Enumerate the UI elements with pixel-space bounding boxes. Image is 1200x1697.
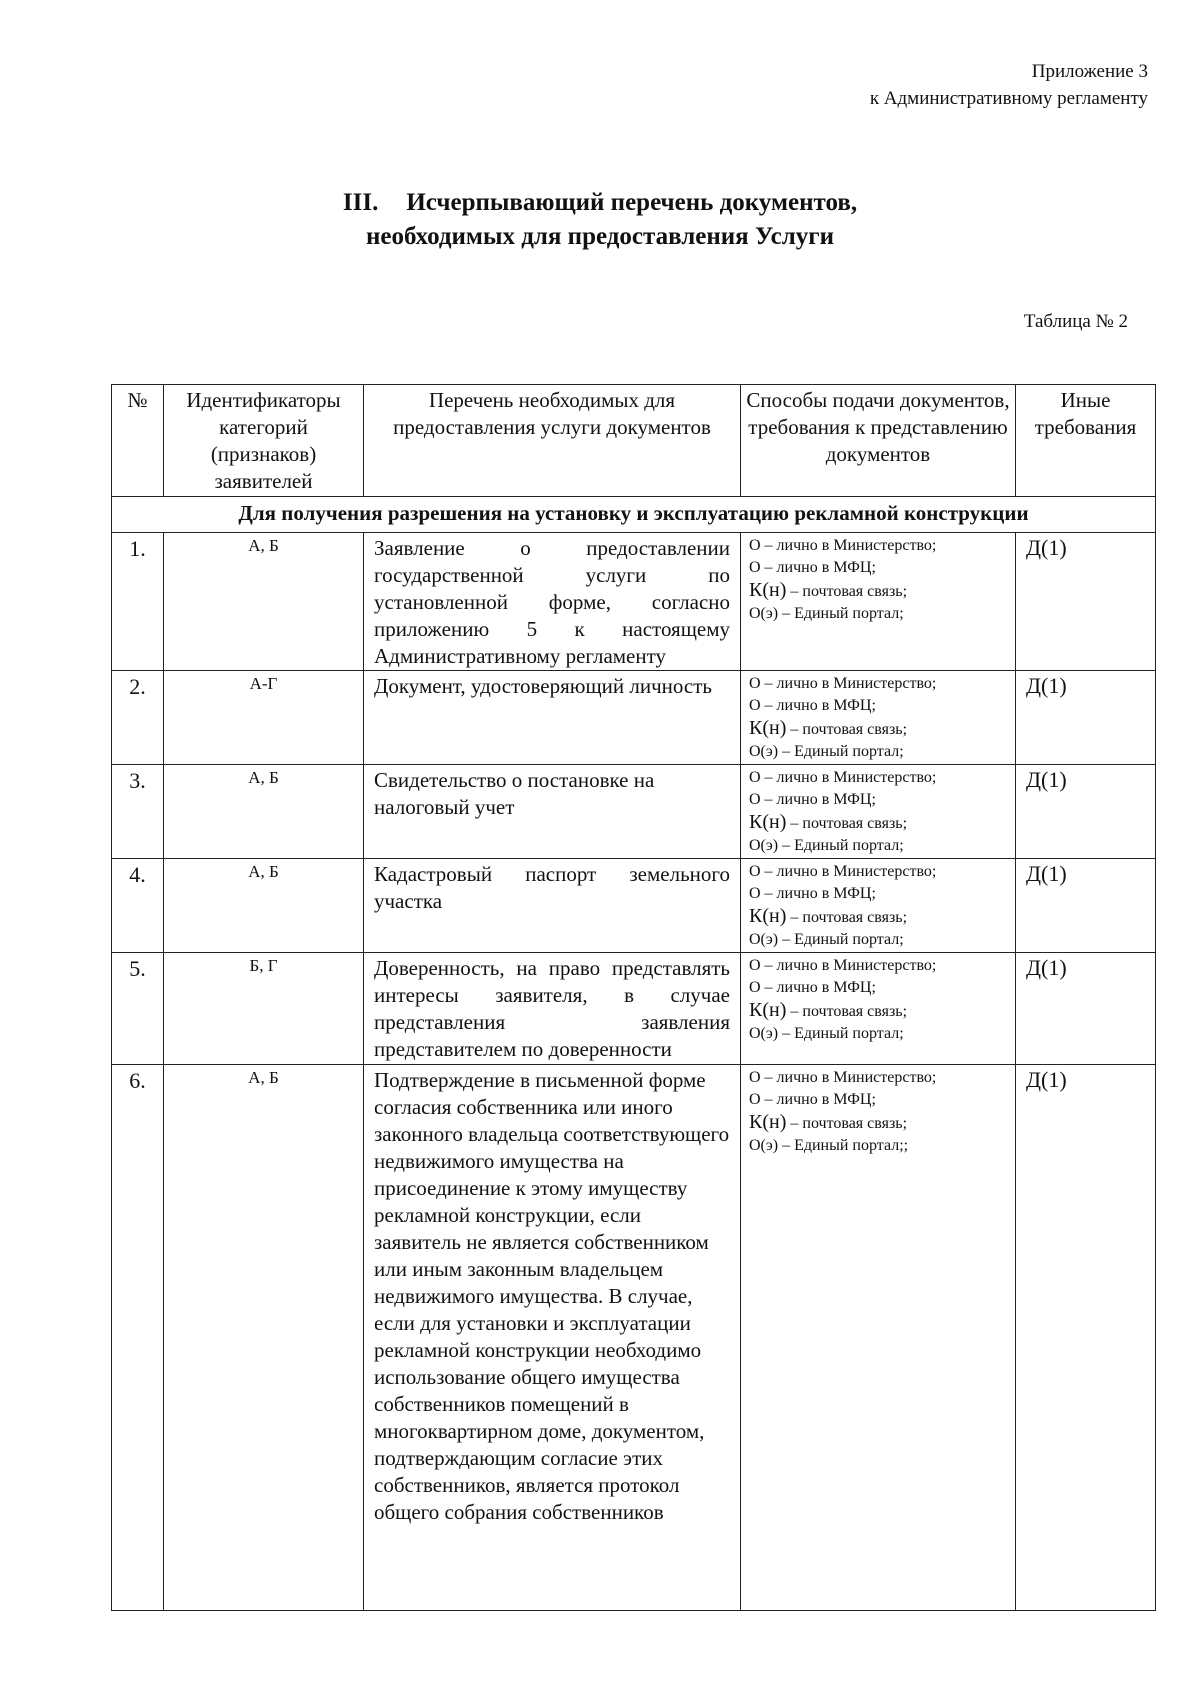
method-post bbox=[749, 1111, 1009, 1135]
row-document: Заявление о предоставлении государственной услуги по установленной форме, согласно приложению 5 к настоящему Административному регламенту bbox=[364, 533, 741, 671]
row-identifiers: А, Б bbox=[164, 765, 364, 859]
method-mfc: О – лично в МФЦ; bbox=[749, 559, 876, 576]
row-number: 6. bbox=[112, 1065, 164, 1611]
row-number: 3. bbox=[112, 765, 164, 859]
appendix-number: Приложение 3 bbox=[1031, 61, 1148, 82]
row-document: Свидетельство о постановке на налоговый учет bbox=[364, 765, 741, 859]
row-other-requirements: Д(1) bbox=[1016, 671, 1156, 765]
method-post-label: – почтовая связь; bbox=[786, 721, 908, 738]
row-identifiers: Б, Г bbox=[164, 953, 364, 1065]
method-post-code: К(н) bbox=[749, 579, 787, 601]
method-post bbox=[749, 579, 1009, 603]
row-other-requirements: Д(1) bbox=[1016, 953, 1156, 1065]
method-ministry: О – лично в Министерство; bbox=[749, 537, 937, 554]
method-ministry: О – лично в Министерство; bbox=[749, 1069, 937, 1086]
row-other-requirements: Д(1) bbox=[1016, 765, 1156, 859]
row-identifiers: А, Б bbox=[164, 859, 364, 953]
appendix-reference: к Административному регламенту bbox=[869, 88, 1148, 109]
table-row bbox=[112, 953, 1156, 1065]
method-post bbox=[749, 811, 1009, 835]
method-mfc: О – лично в МФЦ; bbox=[749, 1091, 876, 1108]
method-portal: О(э) – Единый портал; bbox=[749, 1025, 904, 1042]
table-number: Таблица № 2 bbox=[1023, 311, 1128, 332]
method-portal: О(э) – Единый портал; bbox=[749, 743, 904, 760]
method-post-code: К(н) bbox=[749, 1111, 787, 1133]
row-document: Подтверждение в письменной форме согласия собственника или иного законного владельца соответствующего недвижимого имущества на присоединение к этому имуществу рекламной конструкции, если заявитель не является собственником или иным законным владельцем недвижимого имущества. В случае, если для установки и эксплуатации рекламной конструкции необходимо использование общего имущества собственников помещений в многоквартирном доме, документом, подтверждающим согласие этих собственников, является протокол общего собрания собственников bbox=[364, 1065, 741, 1611]
method-portal: О(э) – Единый портал;; bbox=[749, 1137, 909, 1154]
method-portal: О(э) – Единый портал; bbox=[749, 605, 904, 622]
row-identifiers: А, Б bbox=[164, 1065, 364, 1611]
method-post-label: – почтовая связь; bbox=[786, 1115, 908, 1132]
row-number: 2. bbox=[112, 671, 164, 765]
title-line-2: необходимых для предоставления Услуги bbox=[366, 223, 834, 250]
header-number: № bbox=[112, 385, 164, 497]
header-identifiers: Идентификаторы категорий (признаков) заявителей bbox=[164, 385, 364, 497]
row-number: 5. bbox=[112, 953, 164, 1065]
title-line-1: Исчерпывающий перечень документов, bbox=[406, 189, 858, 216]
row-number: 1. bbox=[112, 533, 164, 671]
table-header-row bbox=[112, 385, 1156, 497]
method-post bbox=[749, 717, 1009, 741]
header-documents: Перечень необходимых для предоставления услуги документов bbox=[364, 385, 741, 497]
row-identifiers: А-Г bbox=[164, 671, 364, 765]
method-post-label: – почтовая связь; bbox=[786, 815, 908, 832]
method-post-code: К(н) bbox=[749, 811, 787, 833]
method-post-code: К(н) bbox=[749, 999, 787, 1021]
table-row bbox=[112, 1065, 1156, 1611]
row-other-requirements: Д(1) bbox=[1016, 1065, 1156, 1611]
method-ministry: О – лично в Министерство; bbox=[749, 769, 937, 786]
method-mfc: О – лично в МФЦ; bbox=[749, 885, 876, 902]
method-mfc: О – лично в МФЦ; bbox=[749, 979, 876, 996]
method-ministry: О – лично в Министерство; bbox=[749, 957, 937, 974]
row-other-requirements: Д(1) bbox=[1016, 533, 1156, 671]
method-mfc: О – лично в МФЦ; bbox=[749, 791, 876, 808]
row-methods bbox=[741, 765, 1016, 859]
table-row bbox=[112, 671, 1156, 765]
method-ministry: О – лично в Министерство; bbox=[749, 863, 937, 880]
method-portal: О(э) – Единый портал; bbox=[749, 931, 904, 948]
section-roman-numeral: III. bbox=[342, 189, 379, 216]
row-identifiers: А, Б bbox=[164, 533, 364, 671]
method-post-code: К(н) bbox=[749, 905, 787, 927]
row-methods bbox=[741, 1065, 1016, 1611]
row-document: Кадастровый паспорт земельного участка bbox=[364, 859, 741, 953]
header-methods: Способы подачи документов, требования к представлению документов bbox=[741, 385, 1016, 497]
row-methods bbox=[741, 671, 1016, 765]
method-portal: О(э) – Единый портал; bbox=[749, 837, 904, 854]
table-row bbox=[112, 859, 1156, 953]
header-other-requirements: Иные требования bbox=[1016, 385, 1156, 497]
row-number: 4. bbox=[112, 859, 164, 953]
page-title bbox=[0, 186, 1200, 254]
appendix-header bbox=[870, 58, 1148, 112]
method-post bbox=[749, 905, 1009, 929]
row-methods bbox=[741, 859, 1016, 953]
section-row bbox=[112, 497, 1156, 533]
method-post-label: – почтовая связь; bbox=[786, 909, 908, 926]
row-document: Документ, удостоверяющий личность bbox=[364, 671, 741, 765]
method-post bbox=[749, 999, 1009, 1023]
row-methods bbox=[741, 533, 1016, 671]
row-document: Доверенность, на право представлять интересы заявителя, в случае представления заявления представителем по доверенности bbox=[364, 953, 741, 1065]
documents-table bbox=[111, 384, 1156, 1611]
section-title: Для получения разрешения на установку и эксплуатацию рекламной конструкции bbox=[112, 497, 1156, 533]
method-post-label: – почтовая связь; bbox=[786, 583, 908, 600]
table-row bbox=[112, 765, 1156, 859]
table-row bbox=[112, 533, 1156, 671]
row-other-requirements: Д(1) bbox=[1016, 859, 1156, 953]
method-post-label: – почтовая связь; bbox=[786, 1003, 908, 1020]
row-methods bbox=[741, 953, 1016, 1065]
method-post-code: К(н) bbox=[749, 717, 787, 739]
method-mfc: О – лично в МФЦ; bbox=[749, 697, 876, 714]
method-ministry: О – лично в Министерство; bbox=[749, 675, 937, 692]
